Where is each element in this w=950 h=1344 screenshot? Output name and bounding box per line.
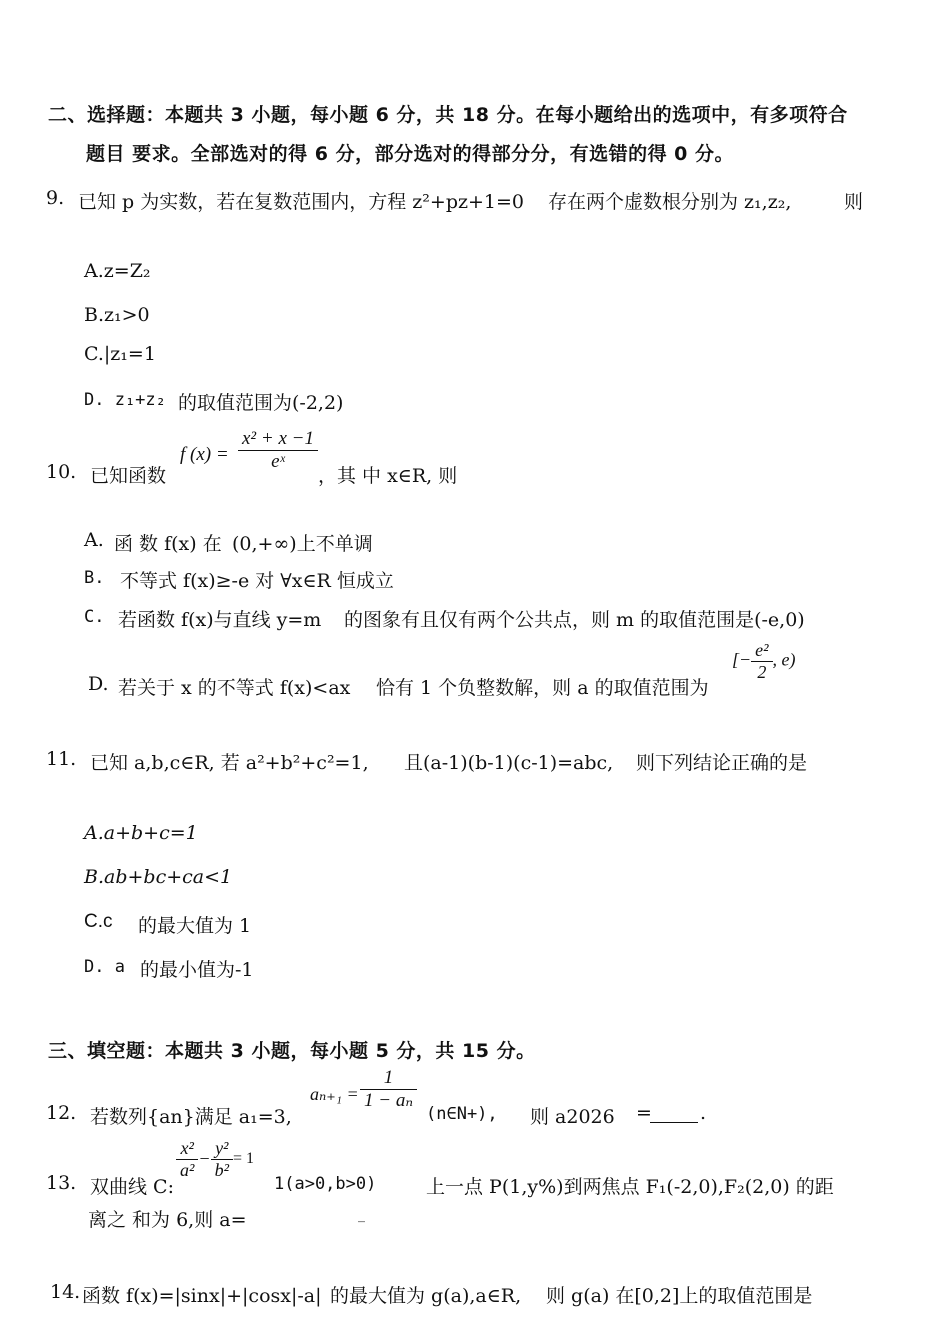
q9-stem-tail: 则 [844,191,864,213]
q10-option-d-range [732,640,796,682]
q14-stem-2: 的最大值为 g(a),a∈R, [330,1285,522,1307]
q13-frac2-denominator: b² [214,1159,229,1180]
q13-stem: 双曲线 C: [90,1176,174,1198]
q10-stem-tail: ，其 中 x∈R, 则 [318,465,458,487]
q13-frac2-numerator: y² [211,1138,233,1160]
q9-option-c: C.|z₁=1 [84,343,156,365]
q10-range-denominator: 2 [757,661,767,682]
section3-heading: 三、填空题：本题共 3 小题，每小题 5 分，共 15 分。 [48,1040,536,1062]
q10-option-b: 不等式 f(x)≥-e 对 ∀x∈R 恒成立 [120,570,394,592]
q11-stem-2: 且(a-1)(b-1)(c-1)=abc, [404,752,614,774]
q10-option-c: 若函数 f(x)与直线 y=m [118,609,322,631]
q12-number: 12. [46,1102,77,1124]
q10-formula-denominator: eˣ [271,450,285,472]
q9-stem: 已知 p 为实数，若在复数范围内，方程 z²+pz+1=0 [78,191,525,213]
q11-option-a: A.a+b+c=1 [84,822,198,844]
q13-answer-blank[interactable]: _ [358,1207,365,1223]
q13-frac1-denominator: a² [180,1159,195,1180]
q12-formula-fraction [360,1067,417,1112]
q11-number: 11. [46,748,77,770]
q10-option-d: 若关于 x 的不等式 f(x)<ax [118,677,351,699]
q11-option-b: B.ab+bc+ca<1 [84,866,233,888]
q9-option-b: B.z₁>0 [84,304,150,326]
q10-range-prefix: [− [732,649,752,670]
q9-option-d-tail: 的取值范围为(-2,2) [178,392,344,414]
q10-option-b-label: B. [84,568,105,588]
section2-heading-line1: 二、选择题：本题共 3 小题，每小题 6 分，共 18 分。在每小题给出的选项中，有多项符合 [48,104,848,126]
q13-stem-line2: 离之 和为 6,则 a= [88,1209,247,1231]
q9-stem-2: 存在两个虚数根分别为 z₁,z₂, [548,191,792,213]
q10-option-a-tail: (0,+∞)上不单调 [232,533,373,555]
q10-formula-numerator: x² + x −1 [238,428,318,451]
q10-formula-lhs: f (x) = [180,444,229,465]
q10-option-c-label: C. [84,607,105,627]
q10-range-numerator: e² [751,640,772,662]
q10-option-c-tail: 的图象有且仅有两个公共点，则 m 的取值范围是(-e,0) [344,609,805,631]
q12-period: . [700,1102,707,1124]
q14-number: 14. [50,1281,81,1303]
q12-formula-lhs: aₙ₊₁ = [310,1084,359,1104]
q12-stem-tail: 则 a2026 [530,1106,615,1128]
q9-number: 9. [46,187,65,209]
q13-condition: 1(a>0,b>0) [274,1174,377,1194]
q12-formula-numerator: 1 [360,1067,417,1090]
q9-option-a: A.z=Z₂ [84,260,151,282]
q12-condition: (n∈N+), [426,1104,498,1124]
q13-number: 13. [46,1172,77,1194]
q14-stem-tail: 则 g(a) 在[0,2]上的取值范围是 [546,1285,813,1307]
q11-option-c-label: C.c [84,911,113,932]
q11-option-d: 的最小值为-1 [140,959,254,981]
q12-equals: = [636,1102,652,1124]
q10-option-d-label: D. [88,673,109,695]
q11-option-c: 的最大值为 1 [138,915,252,937]
q12-formula-denominator: 1 − aₙ [364,1089,414,1111]
q11-option-d-label: D. a [84,957,125,977]
q11-stem: 已知 a,b,c∈R, 若 a²+b²+c²=1, [90,752,369,774]
q13-frac1-numerator: x² [176,1138,198,1160]
q13-equals-one: = 1 [232,1150,254,1168]
q11-stem-tail: 则下列结论正确的是 [636,752,808,774]
q10-option-a: 函 数 f(x) 在 [114,533,222,555]
q14-stem: 函数 f(x)=|sinx|+|cosx|-a| [82,1285,322,1307]
q9-option-d: D. z₁+z₂ [84,390,166,410]
q10-range-suffix: , e) [772,649,796,670]
q13-minus: − [198,1148,211,1169]
q12-answer-blank[interactable] [650,1104,698,1123]
q13-stem-tail: 上一点 P(1,y%)到两焦点 F₁(-2,0),F₂(2,0) 的距 [426,1176,834,1198]
q10-formula-fraction [238,428,318,473]
section2-heading-line2: 题目 要求。全部选对的得 6 分，部分选对的得部分分，有选错的得 0 分。 [86,143,735,165]
q13-formula [176,1138,254,1180]
q10-stem: 已知函数 [90,465,167,487]
q10-option-d-tail: 恰有 1 个负整数解，则 a 的取值范围为 [376,677,709,699]
q12-stem: 若数列{an}满足 a₁=3, [90,1106,292,1128]
q10-number: 10. [46,461,77,483]
q10-option-a-label: A. [84,529,104,551]
